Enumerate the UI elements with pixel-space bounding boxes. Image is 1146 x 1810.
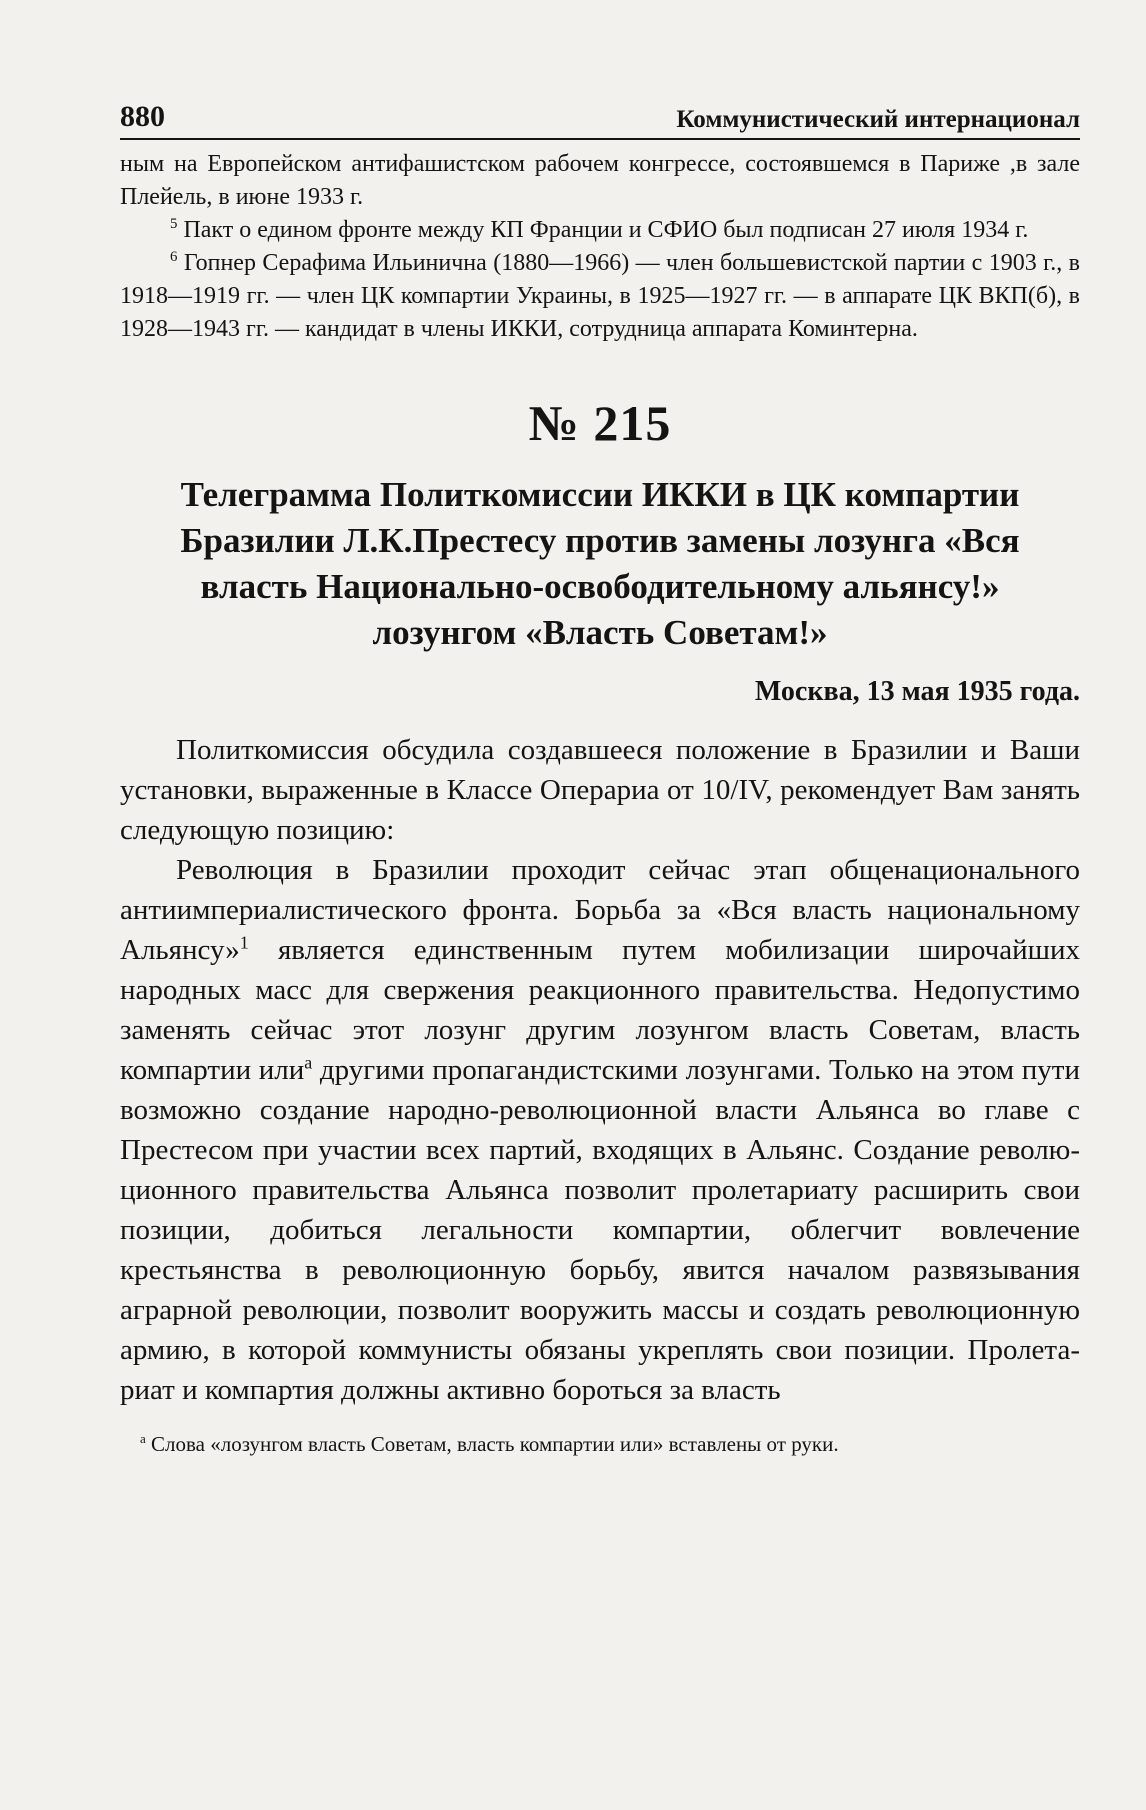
- note-4-continuation: ным на Европейском антифашистском рабочем конгрессе, состоявшемся в Париже ,в зале Плейель, в июне 1933 г.: [120, 151, 1080, 210]
- endnote-mark-1: 1: [239, 932, 249, 953]
- note-5: [120, 214, 1080, 247]
- paragraph-2-part-b: является единственным путем мобилизации широчайших народных масс для свержения реакционного правительства. Недопустимо заменять сейчас этот лозунг другим лозунгом власть Советам, власть компартии или: [120, 934, 1080, 1086]
- note-5-text: Пакт о едином фронте между КП Франции и СФИО был подписан 27 июля 1934 г.: [177, 217, 1029, 243]
- running-head: [120, 100, 1080, 140]
- footnote-a-mark: а: [140, 1431, 146, 1446]
- document-number: № 215: [528, 395, 672, 451]
- endnotes-previous-document: [120, 148, 1080, 346]
- document-body: [120, 730, 1080, 1410]
- footnote-a: [120, 1432, 1080, 1457]
- paragraph-2-part-a: Революция в Бразилии проходит сейчас этап общенационального антиимпериалистического фронта. Борьба за «Вся власть национальному Альянсу»: [120, 854, 1080, 966]
- note-6: [120, 247, 1080, 346]
- page-number: 880: [120, 100, 165, 133]
- footnote-a-text: Слова «лозунгом власть Советам, власть компартии или» вставлены от руки.: [145, 1432, 839, 1456]
- place-date: Москва, 13 мая 1935 года.: [754, 676, 1080, 707]
- footnote-mark-a: а: [304, 1052, 313, 1073]
- note-6-text: Гопнер Серафима Ильинична (1880—1966) — член большевистской партии с 1903 г., в 1918—1919 гг. — член ЦК компартии Украины, в 1925—1927 гг. — в аппарате ЦК ВКП(б), в 1928—1943 гг. — кандидат в члены ИККИ, сотрудница аппарата Коминтерна.: [120, 250, 1080, 342]
- paragraph-2-part-c: другими пропагандистскими лозунгами. Только на этом пути возможно создание народно-революционной власти Альянса во главе с Престесом при участии всех партий, входящих в Альянс. Создание революционного правительства Альянса позволит пролетариату расширить свои позиции, добиться легальности компартии, облегчит вовлечение крестьянства в революционную борьбу, явится началом развязывания аграрной революции, позволит вооружить массы и создать революционную армию, в которой коммунисты обязаны укреплять свои позиции. Пролетариат и компартия должны активно бороться за власть: [120, 1054, 1080, 1406]
- paragraph-2: [120, 850, 1080, 1410]
- paragraph-1: Политкомиссия обсудила создавшееся положение в Бразилии и Ваши установки, выраженные в Классе Операриа от 10/IV, рекомендует Вам занять следующую позицию:: [120, 734, 1080, 846]
- book-page: [120, 100, 1080, 1457]
- note-5-mark: 5: [170, 216, 178, 232]
- note-6-mark: 6: [170, 249, 178, 265]
- document-title: Телеграмма Политкомиссии ИККИ в ЦК компартии Бразилии Л.К.Престесу против замены лозунга «Вся власть Национально-освободительному альянсу!» лозунгом «Власть Советам!»: [180, 475, 1020, 652]
- running-title: Коммунистический интернационал: [676, 106, 1080, 133]
